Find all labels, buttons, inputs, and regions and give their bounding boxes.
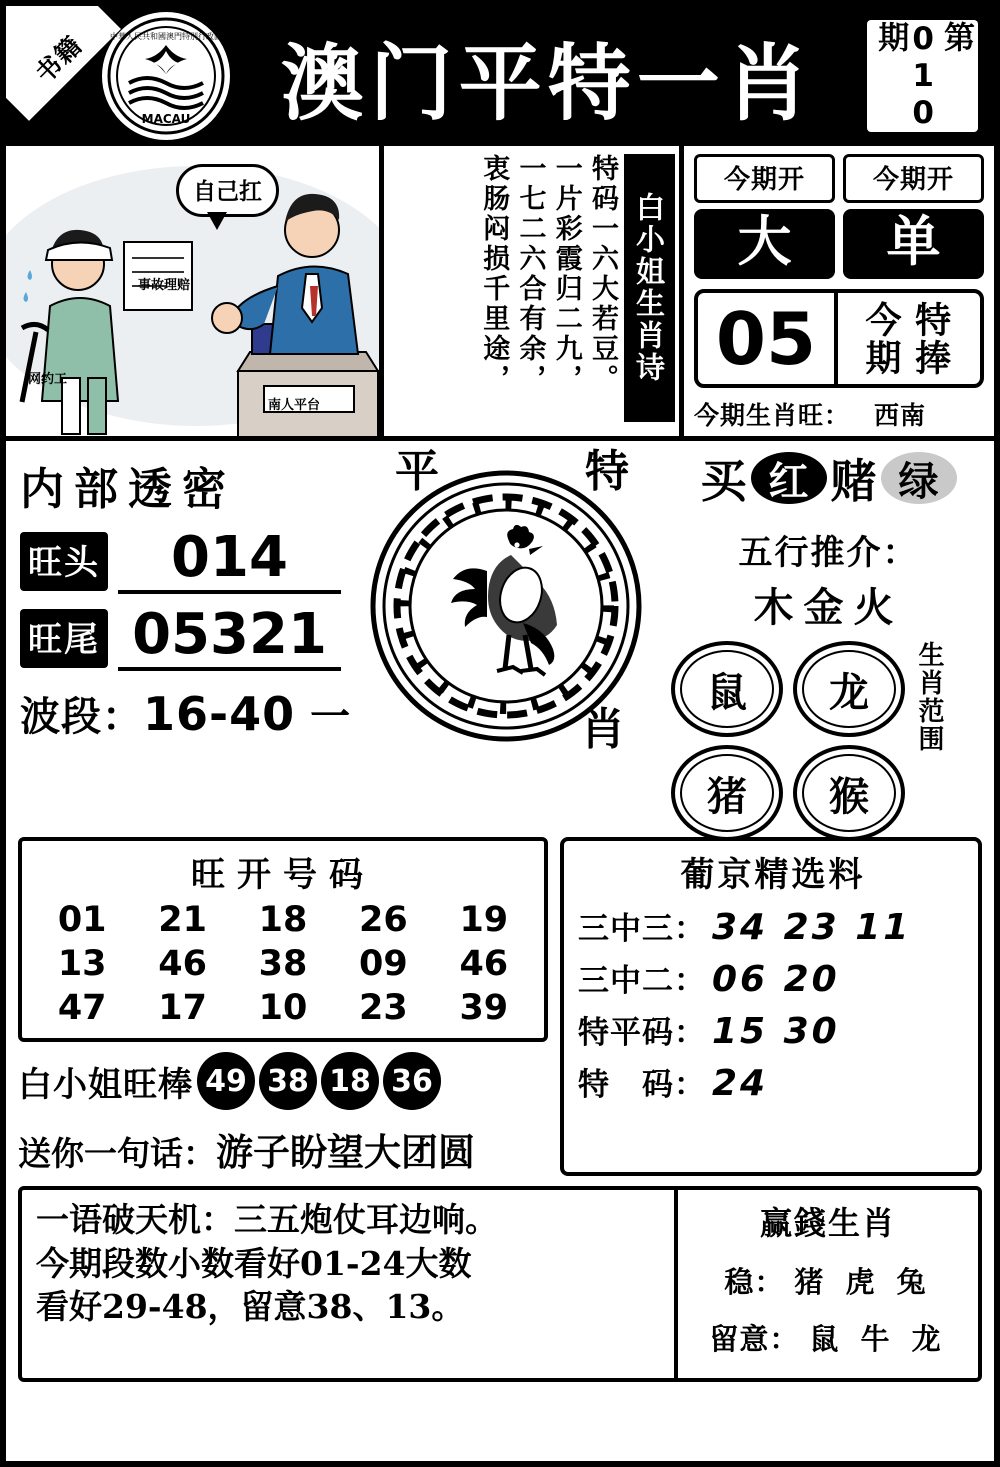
poem-lines	[475, 154, 620, 429]
poem-panel	[384, 146, 684, 436]
speech-bubble-text: 自己扛	[193, 179, 262, 205]
win-zodiac-panel	[678, 1190, 978, 1378]
corner-badge-label: 书籍	[29, 29, 89, 89]
poem-title: 白小姐生肖诗	[624, 154, 675, 422]
lower-section	[6, 837, 994, 1176]
tail-tag: 旺尾	[20, 609, 108, 668]
number-cell: 13	[57, 944, 107, 984]
keypoint-row	[694, 154, 984, 279]
pujing-row	[578, 1007, 968, 1052]
macau-logo	[102, 12, 230, 140]
poem-line: 一片彩霞归二九，	[550, 154, 582, 394]
win-zodiac-title: 赢錢生肖	[759, 1204, 896, 1242]
zodiac-prosper-value: 西南	[874, 401, 927, 430]
number-cell: 18	[258, 900, 308, 940]
pujing-key: 三中三：	[578, 911, 706, 947]
special-number-row	[694, 289, 984, 388]
keypoint-right-value: 单	[843, 209, 984, 279]
poem-line: 衷肠闷损千里途，	[478, 154, 510, 394]
zodiac-range-label: 生肖范围	[914, 641, 944, 753]
top-section	[6, 146, 994, 441]
keypoint-left-label: 今期开	[694, 154, 835, 203]
poem-line: 特码一六大若豆。	[587, 154, 618, 394]
numbers-box	[18, 837, 548, 1042]
pujing-panel	[560, 837, 982, 1176]
emblem-panel	[351, 441, 661, 841]
number-cell: 19	[459, 900, 509, 940]
emblem-char-left: 平	[395, 446, 439, 497]
buy-pill-green: 绿	[881, 452, 957, 504]
win-zodiac-row	[688, 1317, 968, 1358]
zodiac-circle: 猪	[671, 745, 783, 841]
cartoon-illustration	[6, 146, 384, 436]
buy-row	[671, 445, 986, 511]
band-label: 波段：	[20, 692, 143, 740]
special-word-1: 特捧	[909, 300, 951, 377]
number-cell: 21	[158, 900, 207, 940]
number-cell: 17	[158, 988, 207, 1028]
numbers-grid	[32, 900, 534, 1028]
buy-word-1: 买	[700, 454, 747, 508]
desk-label: 南人平台	[268, 398, 321, 413]
win-zodiac-key: 留意：	[709, 1322, 800, 1356]
paper-label: 事故理赔	[138, 278, 191, 293]
pujing-row	[578, 903, 968, 948]
head-tag: 旺头	[20, 532, 108, 591]
hot-ball: 49	[197, 1052, 255, 1110]
middle-section	[6, 441, 994, 841]
number-cell: 01	[57, 900, 107, 940]
footer-tip-line: 一语破天机：三五炮仗耳边响。	[36, 1200, 498, 1239]
pujing-value: 24	[712, 1063, 769, 1104]
footer-tip-line: 今期段数小数看好01-24大数	[36, 1243, 472, 1283]
tail-value: 05321	[118, 606, 341, 671]
zodiac-prosper-line	[694, 396, 984, 432]
zodiac-range-block	[671, 641, 986, 841]
band-value: 16-40	[143, 686, 296, 741]
win-zodiac-row	[688, 1260, 968, 1301]
worker-label: 网约工	[28, 372, 68, 387]
number-cell: 10	[258, 988, 308, 1028]
svg-text:MACAU: MACAU	[141, 112, 191, 126]
wuxing-label: 五行推介：	[738, 533, 919, 573]
footer-tip-panel	[22, 1190, 678, 1378]
footer-section	[18, 1186, 982, 1382]
number-cell: 46	[459, 944, 509, 984]
pujing-key: 特平码：	[578, 1015, 706, 1051]
hot-ball: 18	[321, 1052, 379, 1110]
hot-picks-row	[18, 1052, 548, 1110]
emblem-char-bottom: 肖	[581, 704, 625, 755]
special-word-2: 今期	[860, 300, 901, 377]
number-cell: 39	[459, 988, 509, 1028]
keypoint-left	[694, 154, 835, 279]
hot-picks-label: 白小姐旺棒	[18, 1064, 193, 1105]
band-suffix: 一	[310, 692, 352, 740]
win-zodiac-value: 猪 虎 兔	[794, 1265, 932, 1299]
pujing-value: 34 23 11	[712, 907, 912, 948]
recommendation-panel	[661, 441, 994, 841]
emblem-char-right: 特	[585, 446, 629, 497]
buy-word-2: 赌	[830, 454, 877, 508]
keypoint-panel	[684, 146, 994, 436]
win-zodiac-key: 稳：	[724, 1265, 785, 1299]
zodiac-circle: 龙	[793, 641, 905, 737]
number-cell: 09	[359, 944, 408, 984]
footer-tip-line: 看好29-48，留意38、13。	[36, 1287, 465, 1327]
pujing-row	[578, 1059, 968, 1104]
message-value: 游子盼望大团圆	[216, 1130, 475, 1174]
pujing-key: 特 码：	[578, 1067, 706, 1103]
head-row	[20, 525, 341, 594]
page-header	[6, 6, 994, 146]
hot-ball: 36	[383, 1052, 441, 1110]
pujing-value: 15 30	[712, 1011, 840, 1052]
win-zodiac-value: 鼠 牛 龙	[809, 1322, 947, 1356]
keypoint-left-value: 大	[694, 209, 835, 279]
svg-text:中華人民共和國澳門特別行政區: 中華人民共和國澳門特別行政區	[110, 32, 222, 41]
number-cell: 46	[158, 944, 207, 984]
issue-badge: 第010期	[867, 20, 978, 132]
tail-row	[20, 601, 341, 671]
pujing-title: 葡京精选料	[680, 855, 866, 895]
buy-pill-red: 红	[751, 452, 827, 504]
pujing-key: 三中二：	[578, 963, 706, 999]
head-value: 014	[118, 529, 341, 594]
hot-ball: 38	[259, 1052, 317, 1110]
special-words	[838, 293, 980, 384]
numbers-title: 旺开号码	[191, 855, 375, 895]
band-row	[20, 685, 352, 742]
inner-secret-title: 内部透密	[20, 464, 236, 515]
wuxing-values: 木金火	[753, 585, 904, 631]
keypoint-right	[843, 154, 984, 279]
zodiac-grid	[671, 641, 905, 841]
numbers-panel	[18, 837, 548, 1176]
pujing-row	[578, 955, 968, 1000]
keypoint-right-label: 今期开	[843, 154, 984, 203]
page-title: 澳门平特一肖	[280, 35, 815, 132]
pujing-value: 06 20	[712, 959, 840, 1000]
message-label: 送你一句话：	[18, 1134, 216, 1173]
inner-secret-panel	[6, 441, 351, 841]
number-cell: 38	[258, 944, 308, 984]
special-number: 05	[698, 293, 838, 384]
speech-bubble	[176, 164, 279, 217]
number-cell: 26	[359, 900, 408, 940]
zodiac-circle: 鼠	[671, 641, 783, 737]
zodiac-prosper-label: 今期生肖旺：	[694, 401, 851, 430]
message-row	[18, 1122, 548, 1176]
rooster-emblem	[369, 469, 643, 743]
number-cell: 47	[57, 988, 107, 1028]
number-cell: 23	[359, 988, 408, 1028]
zodiac-circle: 猴	[793, 745, 905, 841]
poem-line: 一七二六合有余，	[514, 154, 546, 394]
